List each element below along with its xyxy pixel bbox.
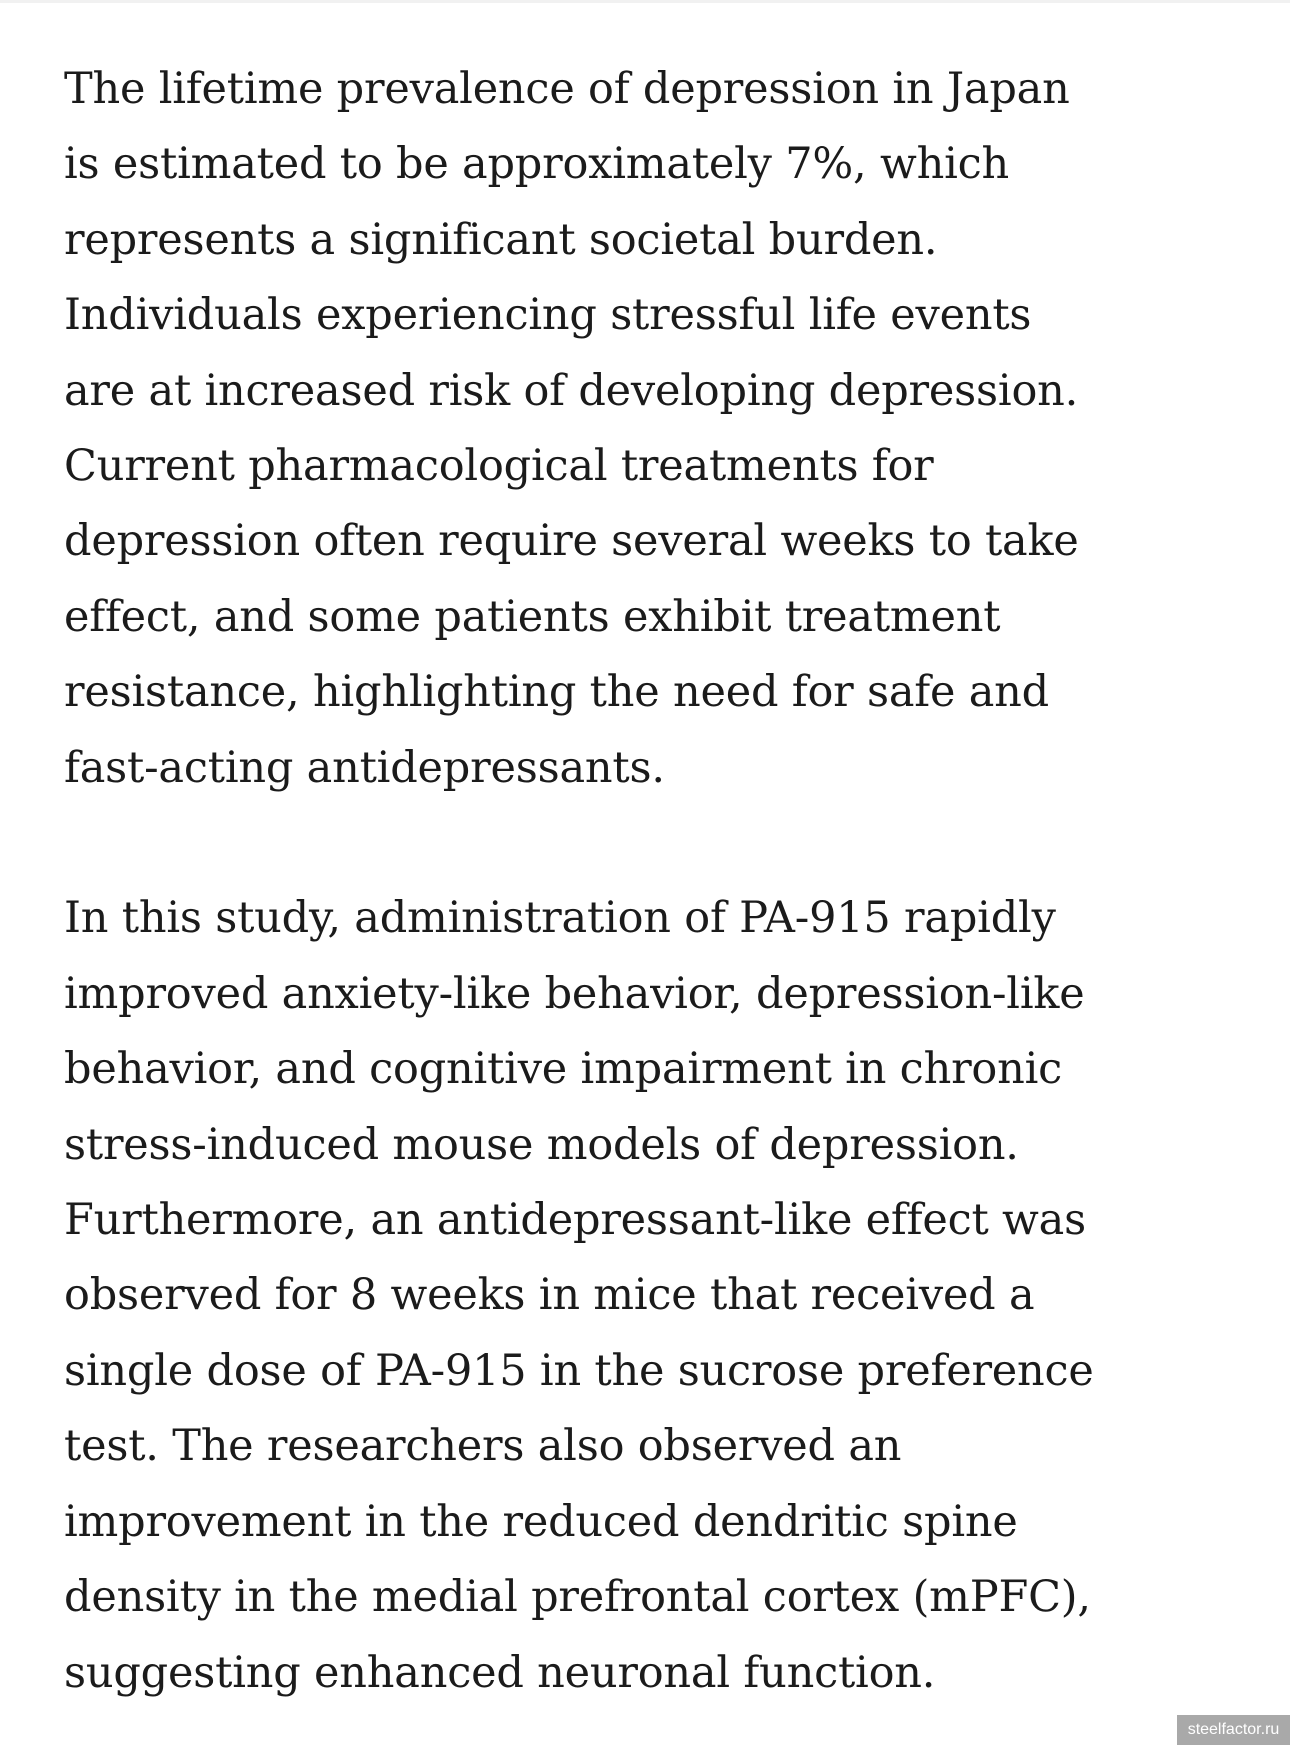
paragraph-line: single dose of PA-915 in the sucrose preference	[64, 1345, 1094, 1396]
paragraph-line: stress-induced mouse models of depression.	[64, 1119, 1019, 1170]
paragraph-line: resistance, highlighting the need for safe and	[64, 667, 1049, 718]
article-body	[64, 52, 1234, 1711]
paragraph-line: Individuals experiencing stressful life events	[64, 290, 1032, 341]
paragraph-line: fast-acting antidepressants.	[64, 742, 665, 793]
paragraph-line: improved anxiety-like behavior, depression-like	[64, 968, 1085, 1019]
watermark-badge: steelfactor.ru	[1177, 1715, 1290, 1745]
paragraph-line: observed for 8 weeks in mice that received a	[64, 1270, 1035, 1321]
paragraph-1	[64, 52, 1234, 806]
paragraph-2	[64, 881, 1234, 1710]
paragraph-line: effect, and some patients exhibit treatment	[64, 591, 1001, 642]
paragraph-line: are at increased risk of developing depression.	[64, 365, 1079, 416]
paragraph-line: density in the medial prefrontal cortex (mPFC),	[64, 1572, 1091, 1623]
paragraph-spacer	[64, 806, 1234, 881]
paragraph-line: is estimated to be approximately 7%, which	[64, 139, 1010, 190]
top-divider	[0, 0, 1290, 3]
paragraph-line: represents a significant societal burden.	[64, 214, 938, 265]
paragraph-line: behavior, and cognitive impairment in chronic	[64, 1044, 1063, 1095]
paragraph-line: Furthermore, an antidepressant-like effect was	[64, 1195, 1086, 1246]
paragraph-line: suggesting enhanced neuronal function.	[64, 1647, 936, 1698]
paragraph-line: depression often require several weeks to take	[64, 516, 1079, 567]
paragraph-line: In this study, administration of PA-915 rapidly	[64, 893, 1056, 944]
paragraph-line: The lifetime prevalence of depression in Japan	[64, 64, 1070, 114]
paragraph-line: improvement in the reduced dendritic spine	[64, 1496, 1018, 1547]
paragraph-line: Current pharmacological treatments for	[64, 441, 934, 492]
paragraph-line: test. The researchers also observed an	[64, 1421, 902, 1472]
